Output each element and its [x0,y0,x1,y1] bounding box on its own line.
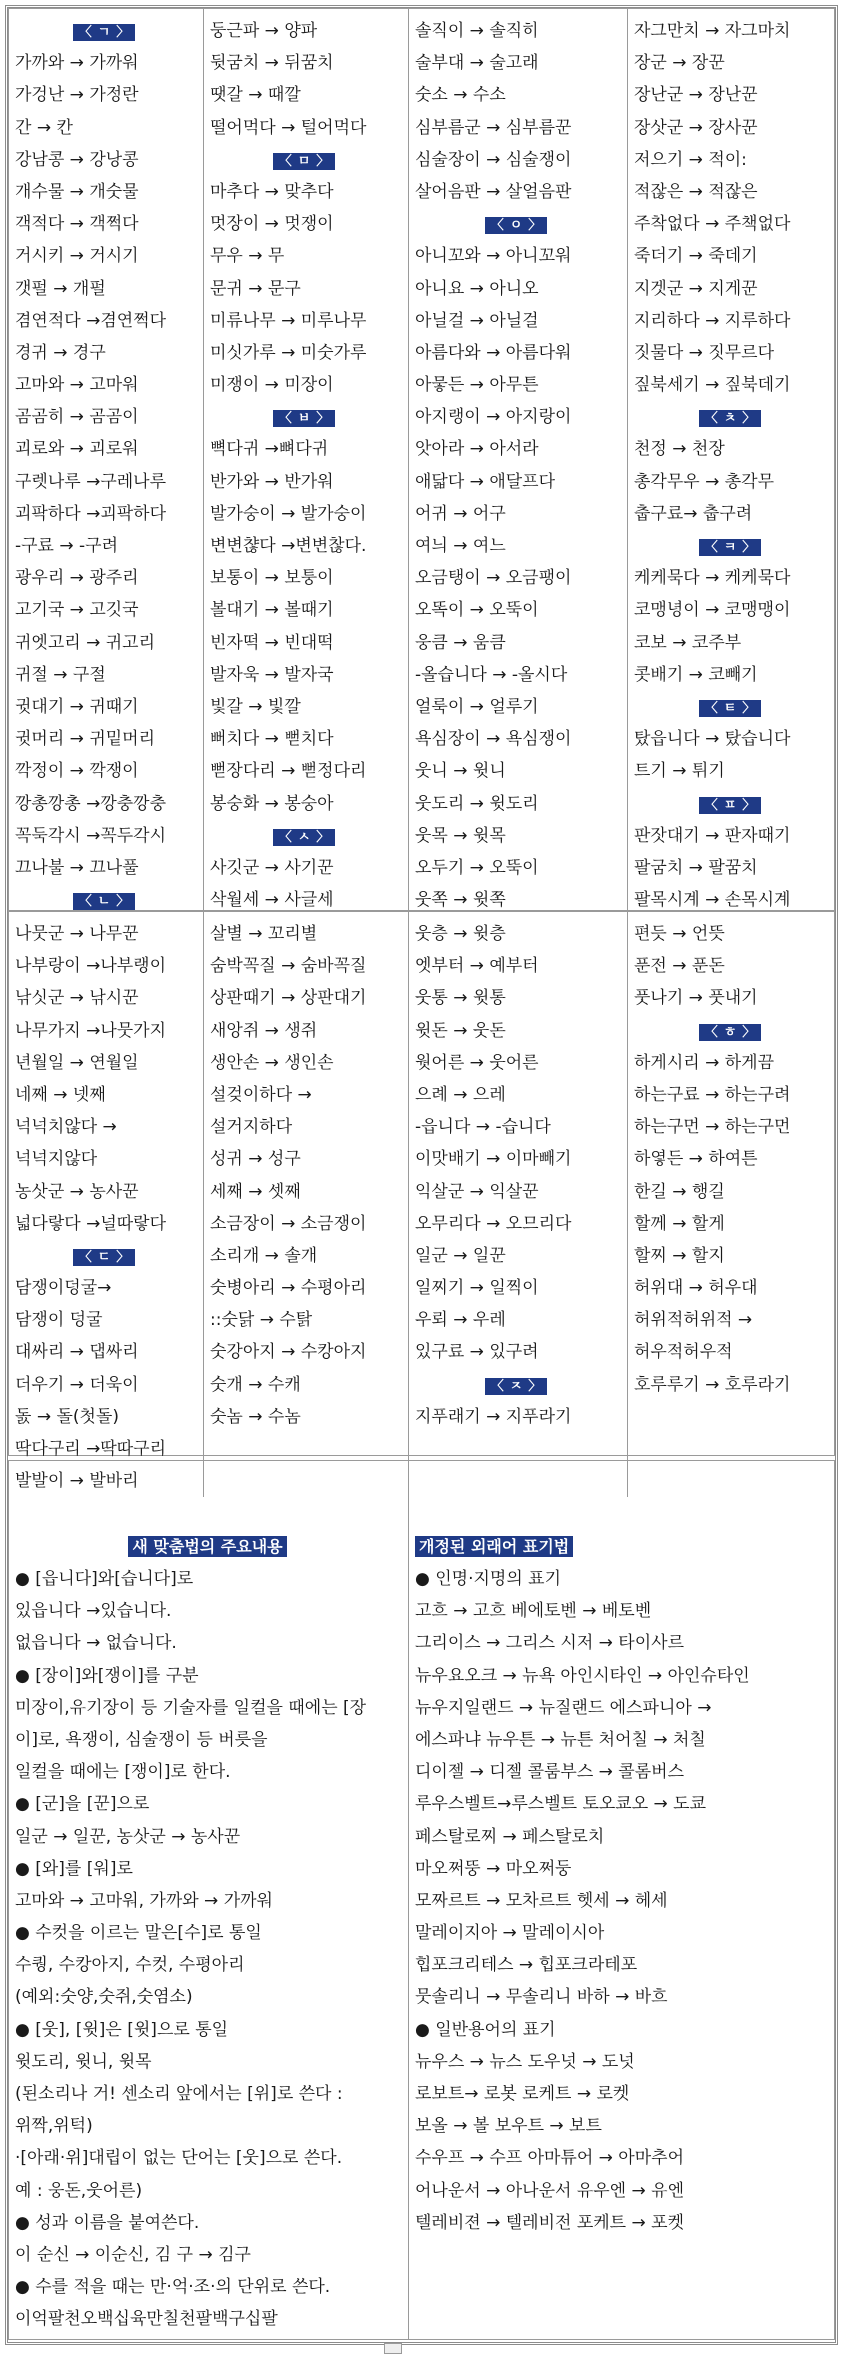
word-entry: 괴로와 → 괴로워 [15,439,139,460]
word-entry: 설거지하다 [210,1117,293,1138]
bullet-icon: ● [415,1569,436,1589]
loanword-panel [409,1461,836,2339]
word-entry: 미싯가루 → 미숫가루 [210,342,367,363]
column [204,9,409,916]
bullet-text: 수컷을 이르는 말은[수]로 통일 [35,1923,262,1944]
word-entry: 귓머리 → 귀밑머리 [15,729,156,750]
section-letter: ㅌ [718,700,743,717]
bullet-icon: ● [15,2277,36,2298]
word-entry: 웃니 → 윗니 [415,761,506,782]
word-entry: 가겅난 → 가정란 [15,85,139,106]
word-entry: 하는구먼 → 하는구먼 [634,1117,791,1138]
spelling-rules-panel [9,1461,409,2339]
bullet-text: 인명·지명의 표기 [435,1569,562,1589]
word-entry: -읍니다 → -습니다 [415,1117,551,1138]
word-entry: 살어음판 → 살얼음판 [415,181,572,202]
word-entry: 나무가지 →나뭇가지 [15,1020,167,1041]
word-entry: 담쟁이덩굴→ [15,1278,112,1299]
note-line: 그리이스 → 그리스 시저 → 타이사르 [415,1633,684,1654]
section-header-badge: 〈 ㅂ 〉 [273,410,336,427]
word-entry: 오무리다 → 오므리다 [415,1213,572,1234]
note-line: (예외:숫양,숫쥐,숫염소) [15,1987,193,2008]
word-entry: 적잖은 → 적잖은 [634,181,758,202]
word-entry: 나뭇군 → 나무꾼 [15,924,139,944]
word-entry: 광우리 → 광주리 [15,568,139,589]
word-entry: 욕심장이 → 욕심쟁이 [415,729,572,750]
word-entry: 오똑이 → 오뚝이 [415,600,539,621]
word-entry: 웃층 → 윗층 [415,924,506,944]
word-entry: 익살군 → 익살꾼 [415,1181,539,1202]
section-letter: ㅈ [504,1378,529,1395]
note-line: 어나운서 → 아나운서 유우엔 → 유엔 [415,2180,684,2201]
loanword-list [415,1563,828,2239]
word-entry: 객적다 → 객쩍다 [15,214,139,235]
word-entry: 애닯다 → 애달프다 [415,471,556,492]
word-entry: 지겟군 → 지게꾼 [634,278,758,299]
bullet-heading [15,1660,400,1692]
word-entry: 뒷굼치 → 뒤꿈치 [210,53,334,74]
word-entry: 가까와 → 가까워 [15,53,139,74]
note-line: 위짝,위턱) [15,2116,93,2137]
section-letter: ㅇ [504,217,529,234]
word-entry: 아니요 → 아니오 [415,278,539,299]
section-header-badge: 〈 ㅌ 〉 [699,700,762,717]
word-entry: 개수물 → 개숫물 [15,181,139,202]
word-entry: 숫강아지 → 수캉아지 [210,1342,367,1363]
section-header-badge: 〈 ㅍ 〉 [699,797,762,814]
word-entry: 땟갈 → 때깔 [210,85,301,106]
word-entry: 코보 → 코주부 [634,632,742,653]
word-entry: 간 → 칸 [15,117,73,138]
bullet-text: [와]를 [워]로 [35,1858,133,1879]
word-entry: 새앙쥐 → 생쥐 [210,1020,318,1041]
bullet-text: 성과 이름을 붙여쓴다. [35,2212,200,2233]
word-entry: 아지랭이 → 아지랑이 [415,407,572,428]
word-entry: 숫개 → 수캐 [210,1374,301,1395]
section-header-badge: 〈 ㅋ 〉 [699,539,762,556]
note-line: 로보트→ 로봇 로케트 → 로켓 [415,2084,630,2104]
word-entry: 허우적허우적 [634,1342,733,1363]
word-entry: 짓물다 → 짓무르다 [634,342,775,363]
note-line: (된소리나 거! 센소리 앞에서는 [위]로 쓴다 : [15,2084,343,2104]
bullet-text: [장이]와[쟁이]를 구분 [35,1665,199,1686]
word-entry: 숨박꼭질 → 숨바꼭질 [210,956,367,977]
word-entry: 엣부터 → 예부터 [415,956,539,977]
word-entry: 깍정이 → 깍쟁이 [15,761,139,782]
bullet-text: [웃], [윗]은 [윗]으로 통일 [35,2019,229,2040]
word-entry: 살별 → 꼬리별 [210,924,318,944]
word-entry: 빈자떡 → 빈대떡 [210,632,334,653]
section-header [634,691,836,723]
word-entry: 자그만치 → 자그마치 [634,21,791,41]
word-entry: 할찌 → 할지 [634,1245,725,1266]
word-entry: 주착없다 → 주책없다 [634,214,791,235]
section-header-badge: 〈 ㅈ 〉 [485,1378,548,1395]
section-header [634,788,836,820]
section-header [634,1015,836,1047]
word-entry: 갯펄 → 개펄 [15,278,106,299]
word-entry: 귓대기 → 귀때기 [15,696,139,717]
word-entry: 웅큼 → 움큼 [415,632,506,653]
word-entry: 할께 → 할게 [634,1213,725,1234]
word-entry: -올습니다 → -올시다 [415,664,568,685]
note-line: 모짜르트 → 모차르트 헷세 → 헤세 [415,1890,668,1911]
section-letter: ㅅ [292,829,317,846]
word-entry: 끄나불 → 끄나풀 [15,857,139,878]
section-header-badge: 〈 ㄷ 〉 [73,1249,136,1266]
word-entry: 곰곰히 → 곰곰이 [15,407,139,428]
word-entry: 사깃군 → 사기꾼 [210,857,334,878]
word-entry: 아니꼬와 → 아니꼬워 [415,246,572,267]
note-line: 예 : 웅돈,웃어른) [15,2180,143,2201]
word-entry: 담쟁이 덩굴 [15,1310,103,1331]
section-header [210,820,408,852]
word-entry: 숫소 → 수소 [415,85,506,106]
section-header [415,1369,627,1401]
word-entry: 보통이 → 보퉁이 [210,568,334,589]
rules-list [15,1563,400,2336]
word-entry: 아닐걸 → 아닐걸 [415,310,539,331]
bullet-icon: ● [15,2019,36,2040]
section-header [210,401,408,433]
column [628,912,836,1497]
bullet-heading [15,1563,400,1595]
word-entry: 콧배기 → 코빼기 [634,664,758,685]
section-header-badge: 〈 ㅊ 〉 [699,410,762,427]
word-entry: 앗아라 → 아서라 [415,439,539,460]
bullet-icon: ● [15,1923,36,1944]
word-entry: 뻗장다리 → 뻗정다리 [210,761,367,782]
panel-title: 새 맞춤법의 주요내용 [15,1531,400,1563]
word-entry: 얼룩이 → 얼루기 [415,696,539,717]
section-letter: ㄱ [92,24,117,41]
note-line: 수퀑, 수캉아지, 수컷, 수평아리 [15,1955,245,1976]
section-header-badge: 〈 ㅎ 〉 [699,1024,762,1041]
word-entry: 팔굼치 → 팔꿈치 [634,857,758,878]
word-entry: 장난군 → 장난꾼 [634,85,758,106]
word-entry: 지리하다 → 지루하다 [634,310,791,331]
column [9,9,204,916]
word-entry: 대싸리 → 댑싸리 [15,1342,139,1363]
column [9,912,204,1497]
bullet-icon: ● [15,1665,36,1686]
word-entry: 심부름군 → 심부름꾼 [415,117,572,138]
section-letter: ㅊ [718,410,743,427]
section-letter: ㄷ [92,1249,117,1266]
note-line: 뉴우스 → 뉴스 도우넛 → 도넛 [415,2051,635,2072]
word-entry: 생안손 → 생인손 [210,1052,334,1073]
note-line: 뭇솔리니 → 무솔리니 바하 → 바흐 [415,1987,668,2008]
word-entry: 넉넉지않다 [15,1149,98,1170]
word-entry: 있구료 → 있구려 [415,1342,539,1363]
word-entry: 깡총깡총 →깡충깡충 [15,793,167,814]
word-entry: 윗돈 → 웃돈 [415,1020,506,1041]
word-entry: 탔읍니다 → 탔습니다 [634,729,791,750]
word-entry: 고기국 → 고깃국 [15,600,139,621]
word-entry: 둥근파 → 양파 [210,21,318,41]
word-entry: 나부랑이 →나부랭이 [15,956,167,977]
word-entry: 넉넉치않다 → [15,1117,117,1138]
note-line: 말레이지아 → 말레이시아 [415,1923,605,1944]
word-entry: 년월일 → 연월일 [15,1052,139,1073]
column [409,912,628,1497]
word-entry: 한길 → 행길 [634,1181,725,1202]
word-entry: 웃도리 → 윗도리 [415,793,539,814]
bullet-icon: ● [15,1569,36,1589]
note-line: 루우스벨트→루스벨트 토오쿄오 → 도쿄 [415,1794,707,1815]
word-entry: 트기 → 튀기 [634,761,725,782]
word-entry: 더우기 → 더욱이 [15,1374,139,1395]
section-header-badge: 〈 ㄱ 〉 [73,24,136,41]
word-entry: 아름다와 → 아름다워 [415,342,572,363]
word-entry: 삭월세 → 사글세 [210,890,334,911]
word-entry: 웃통 → 윗통 [415,988,506,1009]
word-entry: 발가숭이 → 발가숭이 [210,503,367,524]
section-header-badge: 〈 ㅇ 〉 [485,217,548,234]
word-entry: 미류나무 → 미루나무 [210,310,367,331]
section-header [15,15,203,47]
column [628,9,836,916]
word-entry: 거시키 → 거시기 [15,246,139,267]
word-entry: 지푸래기 → 지푸라기 [415,1406,572,1427]
bullet-heading [15,2207,400,2239]
section-letter: ㅋ [718,539,743,556]
word-entry: 뼉다귀 →뼈다귀 [210,439,329,460]
note-line: 텔레비젼 → 텔레비전 포케트 → 포켓 [415,2212,684,2233]
note-line: 보올 → 볼 보우트 → 보트 [415,2116,602,2137]
word-entry: 문귀 → 문구 [210,278,301,299]
word-entry: 설겆이하다 → [210,1084,312,1105]
word-entry: 빛갈 → 빛깔 [210,696,301,717]
word-entry: 솔직이 → 솔직히 [415,21,539,41]
word-entry: 겸연적다 →겸연쩍다 [15,310,167,331]
word-entry: 농삿군 → 농사꾼 [15,1181,139,1202]
bullet-text: [군]을 [꾼]으로 [35,1794,150,1815]
word-entry: 넓다랗다 →널따랗다 [15,1213,167,1234]
word-entry: 세째 → 셋째 [210,1181,301,1202]
word-entry: 무우 → 무 [210,246,285,267]
bullet-heading [415,2014,828,2046]
note-line: ·[아래·위]대립이 없는 단어는 [웃]으로 쓴다. [15,2148,343,2169]
word-entry: 볼대기 → 볼때기 [210,600,334,621]
note-line: 힙포크리테스 → 힙포크라테포 [415,1955,638,1976]
top-word-table [8,8,835,911]
bullet-icon: ● [15,2212,36,2233]
note-line: 일군 → 일꾼, 농삿군 → 농사꾼 [15,1826,241,1847]
word-entry: 오금탱이 → 오금팽이 [415,568,572,589]
word-entry: 변변챦다 →변변찮다. [210,536,367,556]
panel-title: 개정된 외래어 표기법 [415,1531,828,1563]
word-entry: 딱다구리 →딱따구리 [15,1439,167,1459]
bullet-icon: ● [415,2019,436,2040]
word-entry: 발발이 → 발바리 [15,1471,139,1492]
bullet-text: 일반용어의 표기 [435,2019,556,2040]
word-entry: 성귀 → 성구 [210,1149,301,1170]
word-entry: 웟어른 → 웃어른 [415,1052,539,1073]
word-entry: 팔목시계 → 손목시계 [634,890,791,911]
word-entry: 으례 → 으레 [415,1084,506,1105]
word-entry: 괴팍하다 →괴팍하다 [15,503,167,524]
note-line: 페스탈로찌 → 페스탈로치 [415,1826,605,1847]
section-header [634,530,836,562]
word-entry: 귀엣고리 → 귀고리 [15,632,156,653]
word-entry: 뻐치다 → 뻗치다 [210,729,334,750]
note-line: 미장이,유기장이 등 기술자를 일컬을 때에는 [장 [15,1697,367,1718]
word-entry: 장삿군 → 장사꾼 [634,117,758,138]
word-entry: 소금장이 → 소금쟁이 [210,1213,367,1234]
word-entry: 일군 → 일꾼 [415,1245,506,1266]
word-entry: 소리개 → 솔개 [210,1245,318,1266]
section-letter: ㅍ [718,797,743,814]
word-entry: 이맛배기 → 이마빼기 [415,1149,572,1170]
word-entry: -구료 → -구려 [15,536,119,556]
section-header-badge: 〈 ㅁ 〉 [273,153,336,170]
note-line: 이]로, 욕쟁이, 심술쟁이 등 버릇을 [15,1729,268,1750]
word-entry: 어귀 → 어구 [415,503,506,524]
word-entry: 허위적허위적 → [634,1310,753,1331]
section-header-badge: 〈 ㅅ 〉 [273,829,336,846]
word-entry: 푼전 → 푼돈 [634,956,725,977]
word-entry: 강남콩 → 강낭콩 [15,149,139,170]
word-entry: 고마와 → 고마워 [15,375,139,396]
word-entry: 웃목 → 윗목 [415,825,506,846]
word-entry: 아뭏든 → 아무튼 [415,375,539,396]
section-header [634,401,836,433]
note-line: 뉴우지일랜드 → 뉴질랜드 에스파니아 → [415,1697,712,1718]
bullet-icon: ● [15,1794,36,1815]
word-entry: 술부대 → 술고래 [415,53,539,74]
note-line: 고흐 → 고흐 베에토벤 → 베토벤 [415,1601,652,1622]
word-entry: 하는구료 → 하는구려 [634,1084,791,1105]
word-entry: 허위대 → 허우대 [634,1278,758,1299]
section-header [15,1240,203,1272]
bullet-heading [15,1788,400,1820]
scroll-handle[interactable] [384,2343,402,2354]
word-entry: 숫병아리 → 수평아리 [210,1278,367,1299]
word-entry: 춥구료→ 춥구려 [634,503,753,524]
note-line: 일컬을 때에는 [쟁이]로 한다. [15,1762,231,1783]
word-entry: 오두기 → 오뚝이 [415,857,539,878]
word-entry: 멋장이 → 멋쟁이 [210,214,334,235]
word-entry: 구렛나루 →구레나루 [15,471,167,492]
word-entry: 웃쪽 → 윗쪽 [415,890,506,911]
note-line: 있읍니다 →있습니다. [15,1601,172,1622]
word-entry: 일찌기 → 일찍이 [415,1278,539,1299]
notes-section [8,1460,835,2340]
word-entry: 호루루기 → 호루라기 [634,1374,791,1395]
bullet-heading [15,2271,400,2303]
section-header [415,208,627,240]
word-entry: 반가와 → 반가워 [210,471,334,492]
word-entry: 풋나기 → 풋내기 [634,988,758,1009]
section-letter: ㅂ [292,410,317,427]
word-entry: 심술장이 → 심술쟁이 [415,149,572,170]
note-line: 이억팔천오백십육만칠천팔백구십팔 [15,2309,278,2330]
word-entry: 하옇든 → 하여튼 [634,1149,758,1170]
bullet-heading [15,1917,400,1949]
word-entry: 상판때기 → 상판대기 [210,988,367,1009]
section-header [210,144,408,176]
section-letter: ㄴ [92,893,117,910]
word-entry: 떨어먹다 → 털어먹다 [210,117,367,138]
bullet-text: 수를 적을 때는 만·억·조·의 단위로 쓴다. [35,2277,331,2298]
note-line: 뉴우요오크 → 뉴욕 아인시타인 → 아인슈타인 [415,1665,750,1686]
note-line: 수우프 → 수프 아마튜어 → 아마추어 [415,2148,684,2169]
word-entry: 경귀 → 경구 [15,342,106,363]
bullet-icon: ● [15,1858,36,1879]
word-entry: 봉숭화 → 봉숭아 [210,793,334,814]
word-entry: 귀절 → 구절 [15,664,106,685]
bullet-text: [읍니다]와[습니다]로 [35,1569,194,1589]
word-entry: 여늬 → 여느 [415,536,506,556]
column [409,9,628,916]
note-line: 에스파냐 뉴우튼 → 뉴튼 처어칠 → 처칠 [415,1729,706,1750]
section-header-badge: 〈 ㄴ 〉 [73,893,136,910]
word-entry: 미쟁이 → 미장이 [210,375,334,396]
middle-word-table [8,911,835,1492]
word-entry: ::숫닭 → 수탉 [210,1310,313,1331]
note-line: 이 순신 → 이순신, 김 구 → 김구 [15,2244,251,2265]
word-entry: 천정 → 천장 [634,439,725,460]
note-line: 고마와 → 고마워, 가까와 → 가까워 [15,1890,273,1911]
note-line: 디이젤 → 디젤 콜룸부스 → 콜롬버스 [415,1762,684,1783]
word-entry: 숫놈 → 수놈 [210,1406,301,1427]
column [204,912,409,1497]
section-letter: ㅎ [718,1024,743,1041]
word-entry: 장군 → 장꾼 [634,53,725,74]
word-entry: 케케묵다 → 케케묵다 [634,568,791,589]
word-entry: 돐 → 돌(첫돌) [15,1406,120,1427]
word-entry: 꼭둑각시 →꼭두각시 [15,825,167,846]
bullet-heading [415,1563,828,1595]
note-line: 마오쩌뚱 → 마오쩌둥 [415,1858,572,1879]
bullet-heading [15,1853,400,1885]
word-entry: 하게시리 → 하게끔 [634,1052,775,1073]
word-entry: 저으기 → 적이: [634,149,747,170]
word-entry: 발자욱 → 발자국 [210,664,334,685]
word-entry: 죽더기 → 죽데기 [634,246,758,267]
word-entry: 우뢰 → 우레 [415,1310,506,1331]
word-entry: 낚싯군 → 낚시꾼 [15,988,139,1009]
word-entry: 총각무우 → 총각무 [634,471,775,492]
note-line: 윗도리, 윗니, 윗목 [15,2051,152,2072]
word-entry: 마추다 → 맞추다 [210,181,334,202]
bullet-heading [15,2014,400,2046]
note-line: 없읍니다 → 없습니다. [15,1633,177,1654]
word-entry: 코맹녕이 → 코맹맹이 [634,600,791,621]
word-entry: 판잣대기 → 판자때기 [634,825,791,846]
word-entry: 네째 → 넷째 [15,1084,106,1105]
word-entry: 편듯 → 언뜻 [634,924,725,944]
section-letter: ㅁ [292,153,317,170]
word-entry: 짚북세기 → 짚북데기 [634,375,791,396]
